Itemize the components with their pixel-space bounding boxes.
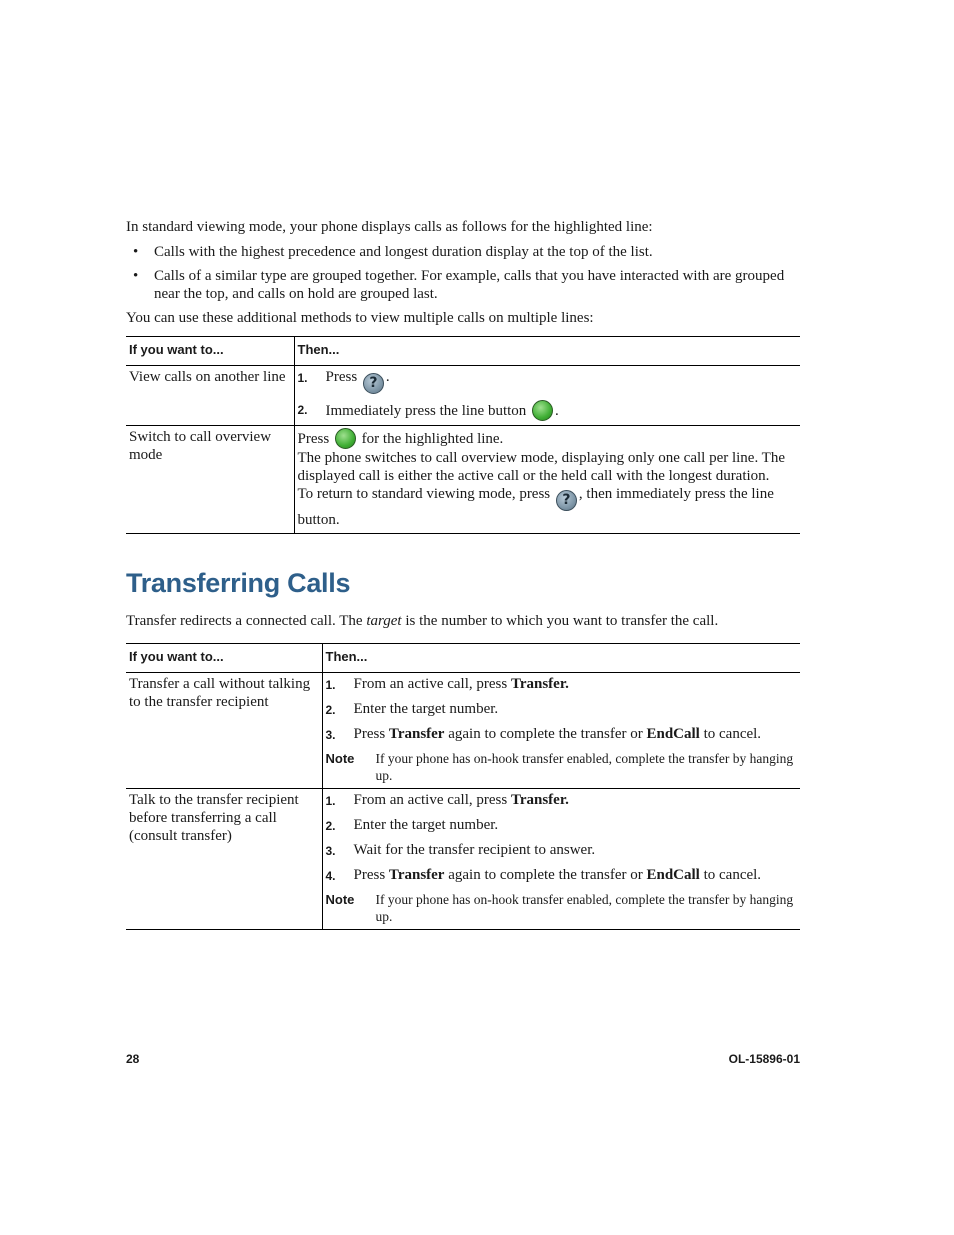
para-text-pre: Press [297,431,330,447]
line-button-icon [335,428,356,449]
help-icon: ? [363,373,384,394]
step-item [298,400,798,421]
then-cell [322,789,800,930]
bullet-text: Calls with the highest precedence and longest duration display at the top of the list. [154,244,653,260]
step-text [354,675,569,693]
column-header-then: Then... [294,337,800,366]
intro-bullet-list [126,243,800,303]
step-item [326,816,798,835]
then-cell [322,673,800,789]
want-cell: View calls on another line [126,366,294,426]
softkey-label: Transfer. [510,792,569,808]
step-number: 1. [325,794,336,808]
step-item [298,368,798,394]
softkey-label: Transfer [388,867,445,883]
para-text-post: for the highlighted line. [361,431,504,447]
table-header-row [126,644,800,673]
step-number: 4. [325,869,336,883]
note-text: If your phone has on-hook transfer enabled, complete the transfer by hanging up. [375,751,794,783]
column-header-want: If you want to... [126,644,322,673]
step-text [354,866,762,884]
step-number: 2. [325,819,336,833]
step-text-pre: From an active call, press [353,676,511,692]
step-text-pre: Press [353,867,389,883]
note-label: Note [325,892,355,907]
then-cell [294,366,800,426]
note-label: Note [325,751,355,766]
want-cell: Talk to the transfer recipient before transferring a call (consult transfer) [126,789,322,930]
step-text-mid: again to complete the transfer or [444,867,647,883]
step-text-mid: again to complete the transfer or [444,726,647,742]
line-button-icon [532,400,553,421]
table-row [126,426,800,534]
transfer-table [126,643,800,930]
list-item [126,267,800,303]
table-header-row [126,337,800,366]
step-item [326,700,798,719]
step-text-post: . [555,403,559,419]
intro-text-post: is the number to which you want to transfer the call. [401,613,719,629]
step-text-pre: Press [353,726,389,742]
want-cell: Transfer a call without talking to the transfer recipient [126,673,322,789]
step-number: 2. [325,703,336,717]
table-row [126,789,800,930]
bullet-text: Calls of a similar type are grouped together. For example, calls that you have interacted with are grouped near the top, and calls on hold are grouped last. [154,268,785,302]
document-id: OL-15896-01 [728,1052,800,1066]
table-row [126,673,800,789]
step-item [326,791,798,810]
softkey-label: EndCall [646,726,700,742]
step-text: Wait for the transfer recipient to answer. [353,842,596,858]
transfer-table-wrapper [126,643,800,930]
then-cell [294,426,800,534]
want-cell: Switch to call overview mode [126,426,294,534]
step-text-pre: From an active call, press [353,792,511,808]
step-text [326,400,559,421]
step-text: Enter the target number. [353,817,499,833]
list-item [126,243,800,261]
step-text-post: to cancel. [699,867,762,883]
softkey-label: EndCall [646,867,700,883]
note-box [326,750,798,784]
step-text [354,791,569,809]
note-box [326,891,798,925]
step-text-pre: Immediately press the line button [325,403,527,419]
bullet-icon: • [133,268,139,284]
step-text-post: to cancel. [699,726,762,742]
intro-text-emphasis: target [366,613,402,629]
softkey-label: Transfer. [510,676,569,692]
then-paragraph [298,428,798,449]
step-text [354,725,762,743]
methods-paragraph: You can use these additional methods to view multiple calls on multiple lines: [126,310,594,326]
para-text-pre: To return to standard viewing mode, press [297,486,551,502]
step-number: 2. [297,403,308,417]
section-title: Transferring Calls [126,568,351,598]
intro-paragraph: In standard viewing mode, your phone displays calls as follows for the highlighted line: [126,219,653,235]
then-paragraph [298,485,798,529]
step-text-pre: Press [325,369,358,385]
step-text-post: . [385,369,390,385]
step-number: 1. [325,678,336,692]
column-header-want: If you want to... [126,337,294,366]
para-text-post: , then immediately press the line button. [297,486,774,528]
step-item [326,866,798,885]
transfer-intro-paragraph [126,612,806,630]
step-text [326,368,390,394]
step-number: 1. [297,371,308,385]
softkey-label: Transfer [388,726,445,742]
step-text: Enter the target number. [353,701,499,717]
table-row [126,366,800,426]
step-item [326,841,798,860]
then-paragraph: The phone switches to call overview mode, displaying only one call per line. The displayed call is either the active call or the held call with the longest duration. [297,450,786,484]
note-text: If your phone has on-hook transfer enabled, complete the transfer by hanging up. [375,892,794,924]
step-item [326,725,798,744]
page-number: 28 [126,1052,140,1066]
column-header-then: Then... [322,644,800,673]
help-icon: ? [556,490,577,511]
intro-section [126,218,800,534]
view-calls-table [126,336,800,534]
intro-text-pre: Transfer redirects a connected call. The [126,613,367,629]
step-number: 3. [325,844,336,858]
step-number: 3. [325,728,336,742]
bullet-icon: • [133,244,139,260]
step-item [326,675,798,694]
